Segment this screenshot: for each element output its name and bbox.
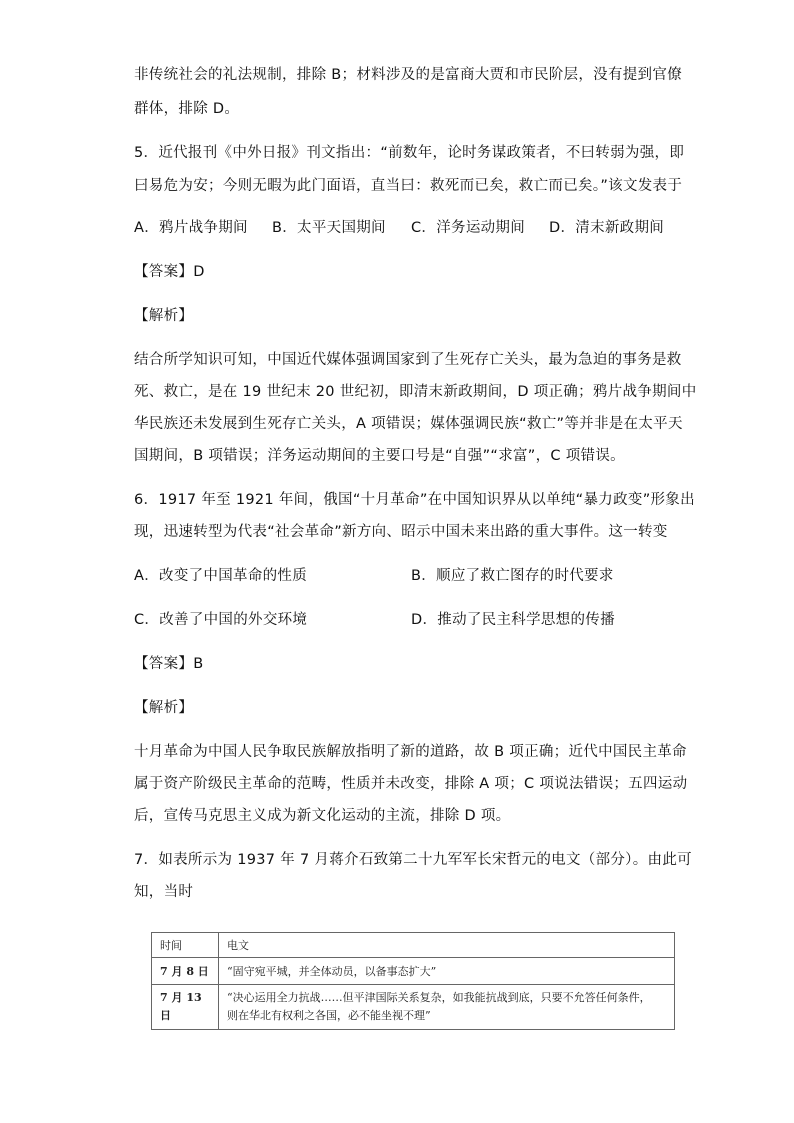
q5-stem-line: 曰易危为安；今则无暇为此门面语，直当曰：救死而已矣，救亡而已矣。”该文发表于: [134, 178, 683, 194]
table-row: [152, 985, 675, 1030]
q5-analysis-line: 华民族还未发展到生死存亡关头，A 项错误；媒体强调民族“救亡”等并非是在太平天: [134, 416, 683, 432]
q6-stem-line: 现，迅速转型为代表“社会革命”新方向、昭示中国未来出路的重大事件。这一转变: [134, 524, 668, 540]
q6-analysis-label: 【解析】: [134, 700, 194, 716]
q5-option-a: A．鸦片战争期间: [134, 220, 248, 236]
q7-stem-line: 7．如表所示为 1937 年 7 月蒋介石致第二十九军军长宋哲元的电文（部分）。由此可: [134, 852, 692, 868]
q6-option-c: C．改善了中国的外交环境: [134, 612, 308, 628]
q5-option-b: B．太平天国期间: [272, 220, 386, 236]
table-cell-text-line: 则在华北有权利之各国，必不能坐视不理”: [227, 1009, 431, 1022]
table-cell-text-line: “决心运用全力抗战……但平津国际关系复杂，如我能抗战到底，只要不允答任何条件，: [227, 991, 651, 1004]
q5-analysis-line: 结合所学知识可知，中国近代媒体强调国家到了生死存亡关头，最为急迫的事务是救: [134, 352, 682, 368]
q6-option-a: A．改变了中国革命的性质: [134, 568, 308, 584]
q6-option-b: B．顺应了救亡图存的时代要求: [411, 568, 614, 584]
analysis-text-line: 非传统社会的礼法规制，排除 B；材料涉及的是富商大贾和市民阶层，没有提到官僚: [134, 67, 682, 83]
q5-analysis-label: 【解析】: [134, 308, 194, 324]
table-header-telegram: 电文: [219, 933, 675, 958]
analysis-text-line: 群体，排除 D。: [134, 101, 240, 117]
q5-stem-line: 5．近代报刊《中外日报》刊文指出：“前数年，论时务谋政策者，不曰转弱为强，即: [134, 145, 685, 161]
q6-analysis-line: 后，宣传马克思主义成为新文化运动的主流，排除 D 项。: [134, 808, 511, 824]
table-cell-text: [219, 985, 675, 1030]
q6-answer: 【答案】B: [134, 656, 204, 672]
q5-analysis-line: 死、救亡，是在 19 世纪末 20 世纪初，即清末新政期间，D 项正确；鸦片战争期间中: [134, 384, 697, 400]
q6-option-d: D．推动了民主科学思想的传播: [411, 612, 615, 628]
q6-stem-line: 6．1917 年至 1921 年间，俄国“十月革命”在中国知识界从以单纯“暴力政变”形象出: [134, 492, 695, 508]
q7-stem-line: 知，当时: [134, 884, 194, 900]
q5-option-d: D．清末新政期间: [549, 220, 665, 236]
table-cell-date: 7 月 13 日: [152, 985, 219, 1030]
q5-analysis-line: 国期间，B 项错误；洋务运动期间的主要口号是“自强”“求富”，C 项错误。: [134, 448, 625, 464]
table-cell-text: “固守宛平城，并全体动员，以备事态扩大”: [219, 958, 675, 985]
table-row: [152, 958, 675, 985]
table-header-time: 时间: [152, 933, 219, 958]
telegram-table: [151, 932, 675, 1030]
q6-analysis-line: 属于资产阶级民主革命的范畴，性质并未改变，排除 A 项；C 项说法错误；五四运动: [134, 776, 688, 792]
q5-option-c: C．洋务运动期间: [411, 220, 526, 236]
table-cell-date: 7 月 8 日: [152, 958, 219, 985]
q5-answer: 【答案】D: [134, 264, 205, 280]
q6-analysis-line: 十月革命为中国人民争取民族解放指明了新的道路，故 B 项正确；近代中国民主革命: [134, 744, 687, 760]
